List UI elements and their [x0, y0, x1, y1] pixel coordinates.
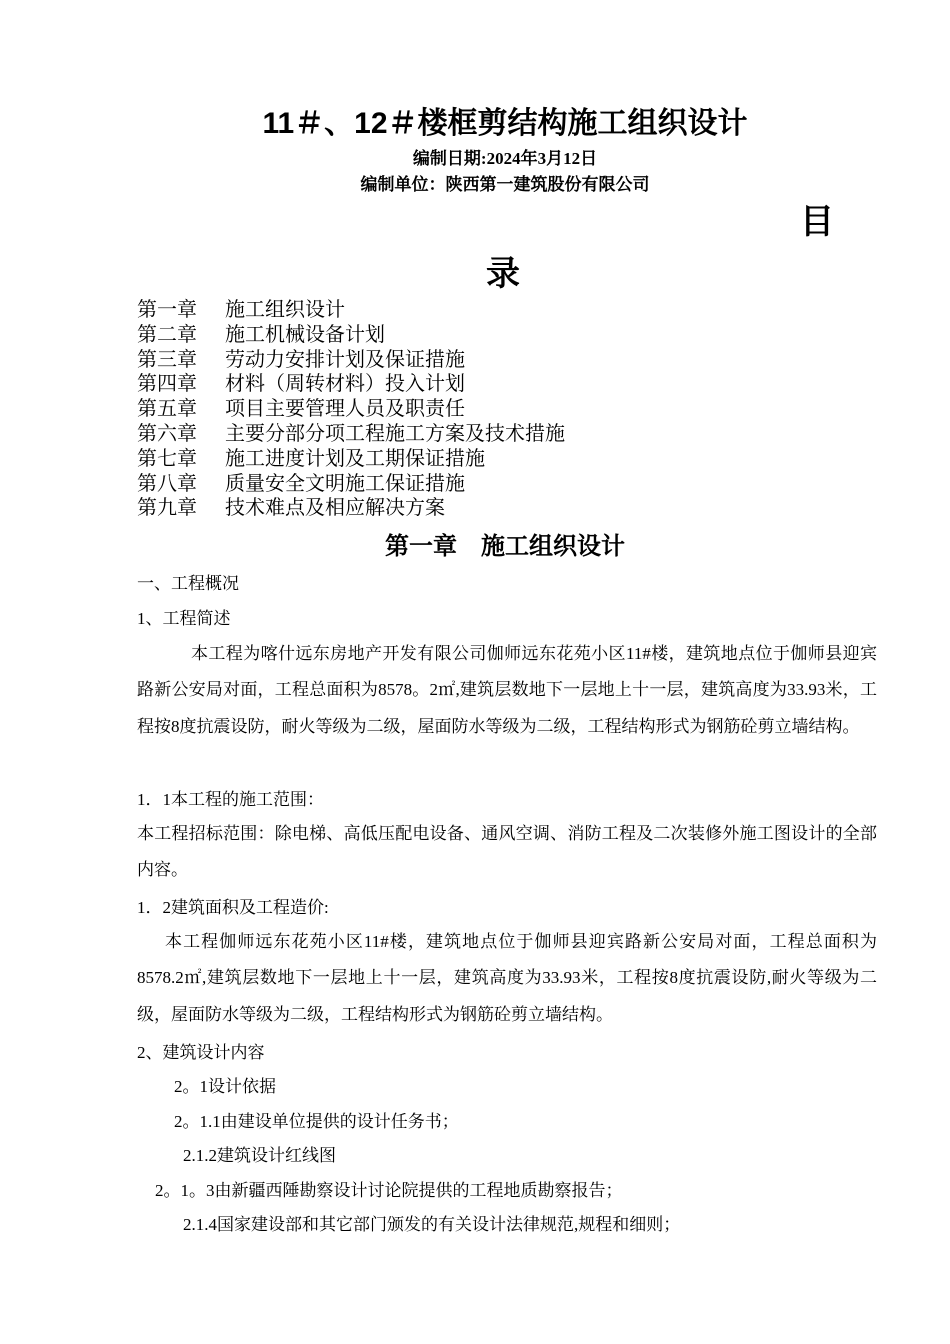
toc-chapter: 第四章: [137, 371, 197, 396]
toc-chapter: 第三章: [137, 346, 197, 371]
toc-heading-part2: 录: [486, 255, 520, 293]
subsection-heading: 1、工程简述: [137, 609, 231, 628]
toc-chapter: 第八章: [137, 470, 197, 495]
toc-item: [137, 371, 565, 396]
subsection-heading: 1．2建筑面积及工程造价:: [137, 898, 329, 917]
list-item: 2.1.2建筑设计红线图: [183, 1146, 336, 1165]
table-of-contents: [137, 297, 565, 520]
toc-title: 施工进度计划及工期保证措施: [225, 445, 485, 470]
toc-title: 施工组织设计: [225, 297, 345, 321]
list-item: 2。1。3由新疆西陲勘察设计讨论院提供的工程地质勘察报告；: [155, 1181, 623, 1200]
toc-chapter: 第六章: [137, 420, 197, 445]
toc-title: 劳动力安排计划及保证措施: [225, 346, 465, 371]
toc-item: [137, 347, 565, 372]
toc-item: [137, 495, 565, 520]
list-item: 2.1.4国家建设部和其它部门颁发的有关设计法律规范,规程和细则；: [183, 1215, 681, 1234]
toc-title: 施工机械设备计划: [225, 321, 385, 346]
section-heading: 一、工程概况: [137, 574, 239, 593]
subsection-heading: 1．1本工程的施工范围：: [137, 790, 324, 809]
toc-item: [137, 471, 565, 496]
section-heading: 2、建筑设计内容: [137, 1043, 265, 1062]
paragraph: 本工程伽师远东花苑小区11#楼，建筑地点位于伽师县迎宾路新公安局对面，工程总面积为8578.2㎡,建筑层数地下一层地上十一层，建筑高度为33.93米，工程按8度抗震设防,耐火等级为二级，屋面防水等级为二级，工程结构形式为钢筋砼剪立墙结构。: [137, 932, 877, 1024]
toc-title: 质量安全文明施工保证措施: [225, 470, 465, 495]
paragraph: 本工程招标范围：除电梯、高低压配电设备、通风空调、消防工程及二次装修外施工图设计的全部内容。: [137, 824, 877, 880]
document-title: 11＃、12＃楼框剪结构施工组织设计: [262, 107, 748, 140]
toc-item: [137, 322, 565, 347]
toc-title: 材料（周转材料）投入计划: [225, 371, 465, 396]
toc-chapter: 第七章: [137, 445, 197, 470]
toc-chapter: 第五章: [137, 396, 197, 421]
list-item: 2。1.1由建设单位提供的设计任务书；: [174, 1112, 459, 1131]
paragraph: 本工程为喀什远东房地产开发有限公司伽师远东花苑小区11#楼，建筑地点位于伽师县迎宾路新公安局对面，工程总面积为8578。2㎡,建筑层数地下一层地上十一层，建筑高度为33.93米，工程按8度抗震设防，耐火等级为二级，屋面防水等级为二级，工程结构形式为钢筋砼剪立墙结构。: [137, 644, 877, 736]
toc-title: 主要分部分项工程施工方案及技术措施: [225, 420, 565, 445]
toc-heading-part1: 目: [800, 203, 834, 241]
compile-date: 编制日期:2024年3月12日: [412, 149, 598, 168]
toc-chapter: 第九章: [137, 495, 197, 520]
compile-organization: 编制单位：陕西第一建筑股份有限公司: [360, 175, 650, 194]
toc-title: 项目主要管理人员及职责任: [225, 396, 465, 421]
toc-item: [137, 297, 565, 322]
toc-item: [137, 421, 565, 446]
toc-title: 技术难点及相应解决方案: [225, 495, 445, 520]
chapter-heading: 第一章 施工组织设计: [385, 533, 625, 560]
toc-item: [137, 446, 565, 471]
toc-chapter: 第一章: [137, 297, 197, 321]
toc-chapter: 第二章: [137, 321, 197, 346]
list-item: 2。1设计依据: [174, 1077, 276, 1096]
toc-item: [137, 396, 565, 421]
